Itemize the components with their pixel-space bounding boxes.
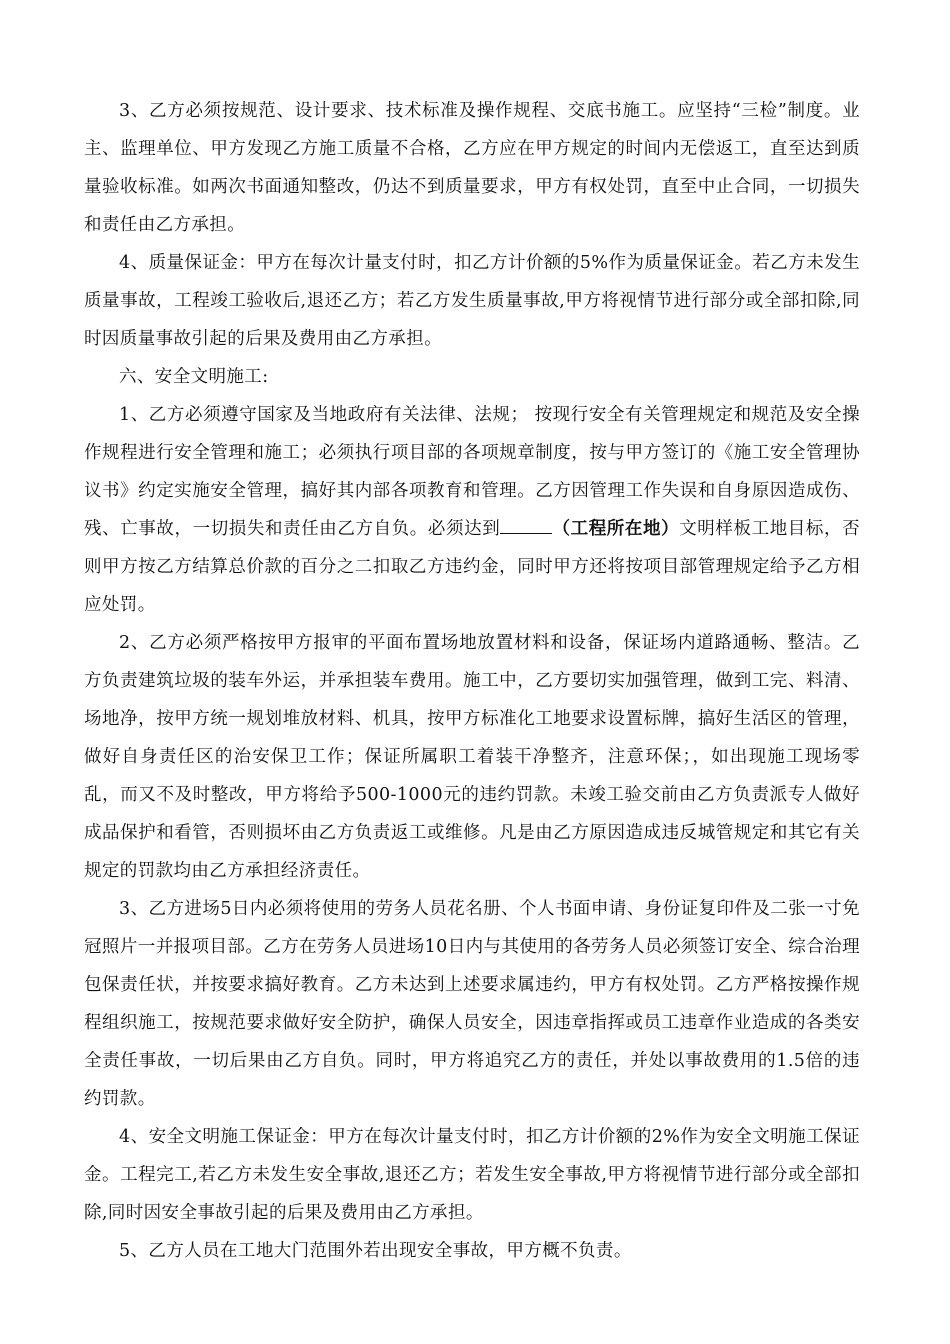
clause-6-1-text-after: 文明样板工地目标，否则甲方按乙方结算总价款的百分之二扣取乙方违约金，同时甲方还将按项目部管理规定给予乙方相应处罚。 bbox=[84, 519, 860, 615]
clause-5-4: 4、质量保证金：甲方在每次计量支付时，扣乙方计价额的5%作为质量保证金。若乙方未发生质量事故，工程竣工验收后,退还乙方；若乙方发生质量事故,甲方将视情节进行部分或全部扣除,同时因质量事故引起的后果及费用由乙方承担。 bbox=[84, 253, 860, 349]
clause-6-1 bbox=[84, 396, 860, 624]
clause-5-3: 3、乙方必须按规范、设计要求、技术标准及操作规程、交底书施工。应坚持“三检”制度。业主、监理单位、甲方发现乙方施工质量不合格，乙方应在甲方规定的时间内无偿返工，直至达到质量验收标准。如两次书面通知整改，仍达不到质量要求，甲方有权处罚，直至中止合同，一切损失和责任由乙方承担。 bbox=[84, 101, 860, 235]
clause-6-5: 5、乙方人员在工地大门范围外若出现安全事故，甲方概不负责。 bbox=[119, 1241, 632, 1261]
section-6-heading: 六、安全文明施工: bbox=[119, 367, 269, 387]
location-placeholder: （工程所在地） bbox=[552, 519, 680, 539]
clause-6-3: 3、乙方进场5日内必须将使用的劳务人员花名册、个人书面申请、身份证复印件及二张一寸免冠照片一并报项目部。乙方在劳务人员进场10日内与其使用的各劳务人员必须签订安全、综合治理包保责任状，并按要求搞好教育。乙方未达到上述要求属违约，甲方有权处罚。乙方严格按操作规程组织施工，按规范要求做好安全防护，确保人员安全，因违章指挥或员工违章作业造成的各类安全责任事故，一切后果由乙方自负。同时，甲方将追究乙方的责任，并处以事故费用的1.5倍的违约罚款。 bbox=[84, 899, 860, 1109]
clause-6-1-text-before: 1、乙方必须遵守国家及当地政府有关法律、法规； 按现行安全有关管理规定和规范及安全操作规程进行安全管理和施工；必须执行项目部的各项规章制度，按与甲方签订的《施工安全管理协议书》约定实施安全管理，搞好其内部各项教育和管理。乙方因管理工作失误和自身原因造成伤、残、亡事故，一切损失和责任由乙方自负。必须达到 bbox=[84, 405, 860, 539]
document-body bbox=[84, 92, 860, 1270]
clause-6-4: 4、安全文明施工保证金：甲方在每次计量支付时，扣乙方计价额的2%作为安全文明施工保证金。工程完工,若乙方未发生安全事故,退还乙方；若发生安全事故,甲方将视情节进行部分或全部扣除,同时因安全事故引起的后果及费用由乙方承担。 bbox=[84, 1127, 860, 1223]
clause-6-2: 2、乙方必须严格按甲方报审的平面布置场地放置材料和设备，保证场内道路通畅、整洁。乙方负责建筑垃圾的装车外运，并承担装车费用。施工中，乙方要切实加强管理，做到工完、料清、场地净，按甲方统一规划堆放材料、机具，按甲方标准化工地要求设置标牌，搞好生活区的管理，做好自身责任区的治安保卫工作；保证所属职工着装干净整齐，注意环保；，如出现施工现场零乱，而又不及时整改，甲方将给予500-1000元的违约罚款。未竣工验交前由乙方负责派专人做好成品保护和看管，否则损坏由乙方负责返工或维修。凡是由乙方原因造成违反城管规定和其它有关规定的罚款均由乙方承担经济责任。 bbox=[84, 633, 860, 881]
location-blank bbox=[500, 515, 552, 534]
